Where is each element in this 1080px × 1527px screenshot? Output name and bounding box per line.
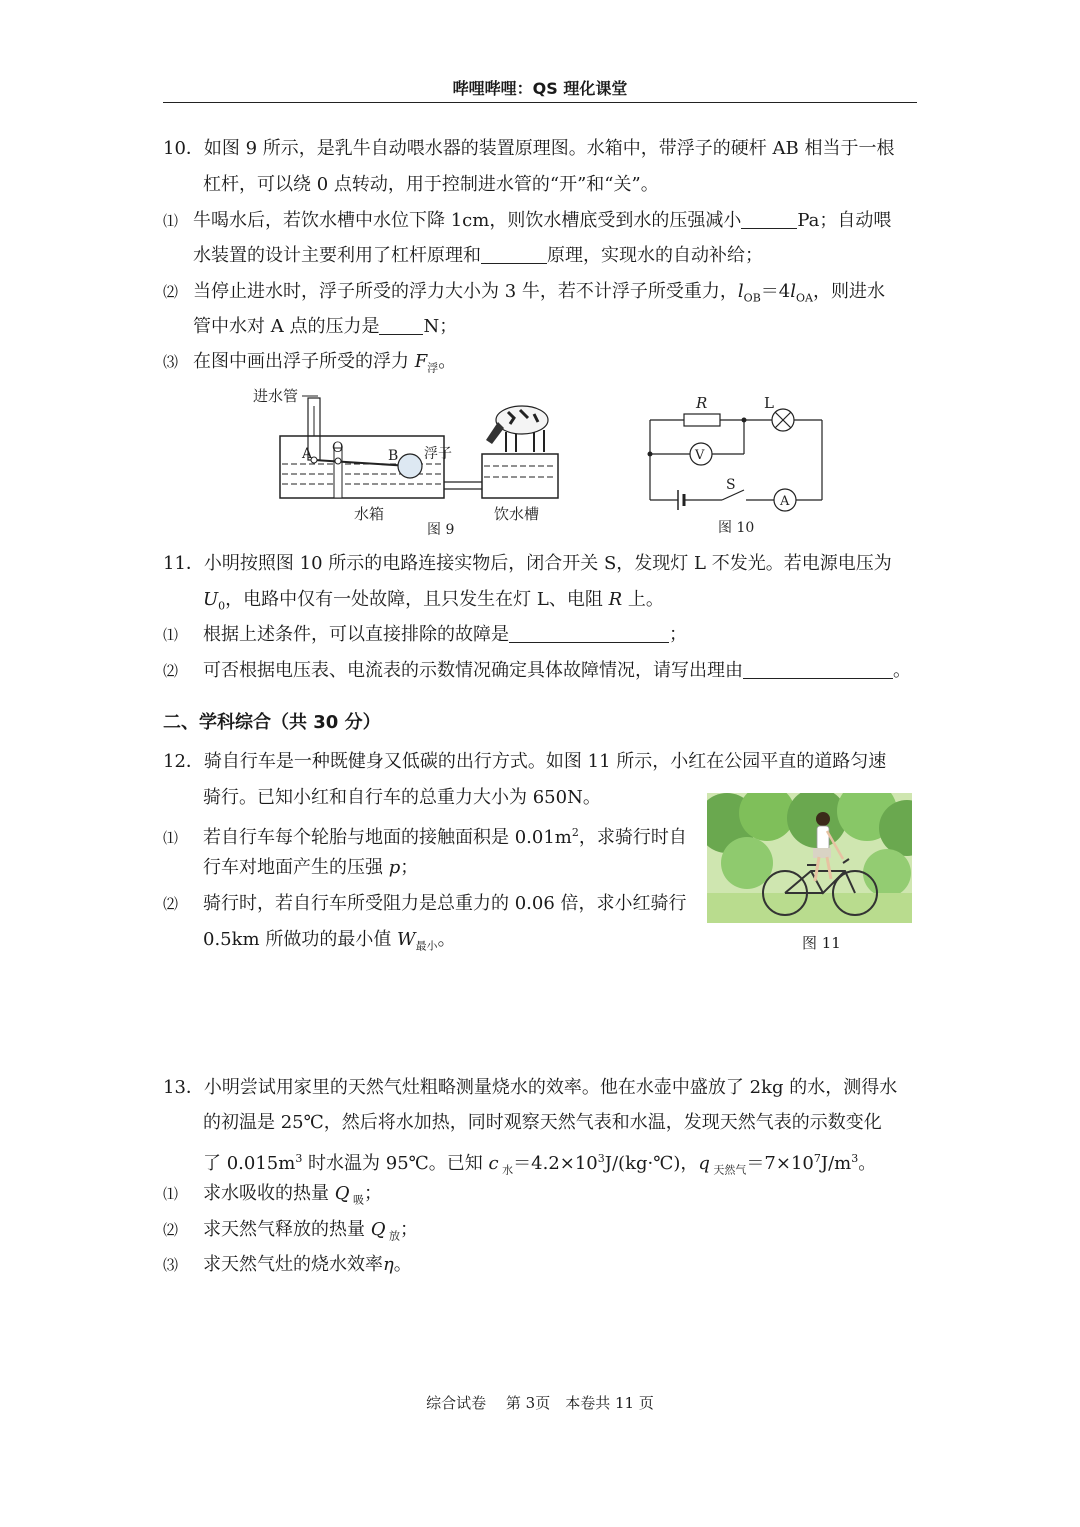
- symbol-l: l: [737, 281, 744, 302]
- figure-10-circuit: [640, 390, 840, 540]
- q13-line-3-d: ＝4.2×10: [513, 1153, 598, 1174]
- q13-line-3-b: 时水温为 95℃。已知: [302, 1153, 489, 1174]
- label-o: O: [332, 440, 344, 456]
- equals: ＝4: [760, 281, 791, 302]
- q13-part-2-text: 求天然气释放的热量: [203, 1219, 371, 1240]
- q12-part-2-cont: [203, 928, 456, 959]
- superscript: 3: [597, 1152, 605, 1165]
- q11-part-2: [163, 659, 911, 683]
- section-2-heading: 二、学科综合（共 30 分）: [163, 712, 381, 733]
- q10-line-2: 杠杆，可以绕 0 点转动，用于控制进水管的“开”和“关”。: [203, 174, 659, 195]
- q10-part-2-text-b: ，则进水: [812, 281, 885, 302]
- semicolon: ；: [400, 857, 419, 878]
- q10-part-1-text-d: 原理，实现水的自动补给；: [547, 245, 763, 266]
- superscript-2: 2: [571, 826, 579, 839]
- q13-line-2: 的初温是 25℃，然后将水加热，同时观察天然气表和水温，发现天然气表的示数变化: [203, 1112, 882, 1133]
- tank-label: 水箱: [354, 505, 385, 523]
- q12-part-1-text: 若自行车每个轮胎与地面的接触面积是 0.01m: [203, 827, 572, 848]
- figure-11-caption: 图 11: [802, 934, 841, 952]
- figure-9-diagram: [250, 382, 570, 542]
- q12-part-1-cont: [203, 856, 418, 880]
- answer-blank[interactable]: [379, 316, 423, 335]
- part-number: ⑴: [163, 212, 179, 230]
- q12-part-2-text-b: 0.5km 所做功的最小值: [203, 929, 398, 950]
- q13-part-1: [163, 1182, 382, 1213]
- q13-line-3-f: ＝7×10: [746, 1153, 814, 1174]
- symbol-eta: η: [383, 1254, 394, 1275]
- q12-part-2-text: 骑行时，若自行车所受阻力是总重力的 0.06 倍，求小红骑行: [203, 893, 687, 914]
- semicolon: ；: [400, 1219, 418, 1240]
- page-header: 哔哩哔哩：QS 理化课堂: [163, 76, 917, 103]
- symbol-c: c: [488, 1153, 499, 1174]
- q10-part-3-text: 在图中画出浮子所受的浮力: [193, 351, 415, 372]
- superscript: 3: [295, 1152, 303, 1165]
- q13-line-3-g: J/m: [820, 1153, 852, 1174]
- trough-water: [484, 466, 556, 477]
- part-number: ⑴: [163, 626, 179, 644]
- label-b: B: [388, 448, 399, 464]
- semicolon: ；: [669, 624, 687, 645]
- part-number: ⑵: [163, 1221, 179, 1239]
- q11-line-2-end: 上。: [622, 589, 664, 610]
- label-r: R: [696, 394, 708, 412]
- q13-part-2: [163, 1218, 418, 1249]
- q12-line-2: 骑行。已知小红和自行车的总重力大小为 650N。: [203, 787, 601, 808]
- page-footer: 综合试卷 第 3页 本卷共 11 页: [426, 1394, 654, 1412]
- q10-part-1-text-c: 水装置的设计主要利用了杠杆原理和: [193, 245, 481, 266]
- q13-line-1: 13．小明尝试用家里的天然气灶粗略测量烧水的效率。他在水壶中盛放了 2kg 的水，测得水: [163, 1077, 898, 1098]
- part-number: ⑶: [163, 1256, 179, 1274]
- q10-part-2-cont: [193, 315, 457, 339]
- symbol-r: R: [608, 589, 623, 610]
- label-a: A: [302, 446, 313, 462]
- symbol-q: Q: [370, 1219, 386, 1240]
- q11-line-2: [203, 588, 664, 619]
- q10-part-2: [163, 280, 885, 311]
- q11-part-2-text: 可否根据电压表、电流表的示数情况确定具体故障情况，请写出理由: [203, 660, 743, 681]
- q12-part-1: [163, 821, 687, 850]
- q10-part-2-text-d: N；: [423, 316, 458, 337]
- superscript: 3: [851, 1152, 859, 1165]
- symbol-q: Q: [334, 1183, 350, 1204]
- float-ball: [398, 454, 422, 478]
- answer-blank[interactable]: [509, 624, 669, 643]
- q10-line-1: 10．如图 9 所示，是乳牛自动喂水器的装置原理图。水箱中，带浮子的硬杆 AB 相当于一根: [163, 138, 895, 159]
- junction-node: [742, 418, 747, 423]
- q10-part-1-text-b: Pa；自动喂: [797, 210, 892, 231]
- pipe-label: 进水管: [253, 387, 299, 405]
- q13-part-1-text: 求水吸收的热量: [203, 1183, 335, 1204]
- float-label: 浮子: [424, 446, 452, 462]
- period: 。: [438, 351, 457, 372]
- q12-part-1-text-c: 行车对地面产生的压强: [203, 857, 389, 878]
- period: 。: [393, 1254, 412, 1275]
- figure-9-caption: 图 9: [427, 522, 455, 538]
- subscript-release: 放: [385, 1229, 400, 1243]
- part-number: ⑵: [163, 283, 179, 301]
- label-l: L: [764, 394, 774, 412]
- symbol-w: W: [397, 929, 416, 950]
- answer-blank[interactable]: [743, 660, 893, 679]
- subscript-absorb: 吸: [349, 1193, 364, 1207]
- figure-10-caption: 图 10: [718, 520, 755, 536]
- q10-part-1-cont: [193, 244, 763, 268]
- part-number: ⑶: [163, 353, 179, 371]
- q11-part-1: [163, 623, 687, 647]
- q10-part-3: [163, 350, 456, 381]
- part-number: ⑵: [163, 662, 179, 680]
- part-number: ⑴: [163, 1185, 179, 1203]
- q13-line-3: [203, 1147, 876, 1183]
- answer-blank[interactable]: [741, 210, 797, 229]
- q13-line-3-a: 了 0.015m: [203, 1153, 296, 1174]
- cow-icon: [486, 406, 548, 452]
- symbol-l: l: [790, 281, 796, 302]
- subscript-0: 0: [218, 599, 226, 613]
- q12-line-1: 12．骑自行车是一种既健身又低碳的出行方式。如图 11 所示，小红在公园平直的道路匀速: [163, 751, 887, 772]
- q13-part-3: [163, 1253, 412, 1277]
- period: 。: [893, 660, 911, 681]
- subscript-min: 最小: [415, 939, 438, 953]
- q12-part-1-text-b: ，求骑行时自: [578, 827, 687, 848]
- q13-line-3-e: J/(kg·℃)，: [604, 1153, 699, 1174]
- drinking-trough: [482, 454, 558, 498]
- superscript: 7: [813, 1152, 821, 1165]
- symbol-q: q: [698, 1153, 710, 1174]
- subscript-ob: OB: [743, 291, 761, 305]
- resistor-r: [684, 414, 720, 426]
- subscript-oa: OA: [796, 291, 813, 305]
- q10-part-1: [163, 209, 891, 233]
- semicolon: ；: [364, 1183, 382, 1204]
- trough-label: 饮水槽: [494, 505, 540, 523]
- period: 。: [437, 929, 456, 950]
- q11-line-2-text: ，电路中仅有一处故障，且只发生在灯 L、电阻: [225, 589, 609, 610]
- q11-part-1-text: 根据上述条件，可以直接排除的故障是: [203, 624, 509, 645]
- q10-part-2-text-c: 管中水对 A 点的压力是: [193, 316, 380, 337]
- q11-line-1: 11．小明按照图 10 所示的电路连接实物后，闭合开关 S，发现灯 L 不发光。若电源电压为: [163, 553, 892, 574]
- figure-11-photo: [707, 793, 912, 923]
- label-s: S: [726, 477, 736, 493]
- part-number: ⑴: [163, 829, 179, 847]
- voltmeter-label: V: [695, 448, 705, 463]
- subscript-float: 浮: [427, 361, 439, 375]
- ground: [707, 893, 912, 923]
- subscript-gas: 天然气: [709, 1163, 747, 1177]
- symbol-f: F: [414, 351, 428, 372]
- answer-blank[interactable]: [481, 245, 547, 264]
- q10-part-2-text: 当停止进水时，浮子所受的浮力大小为 3 牛，若不计浮子所受重力，: [193, 281, 738, 302]
- period: 。: [858, 1153, 877, 1174]
- q12-part-2: [163, 892, 687, 916]
- symbol-p: p: [388, 857, 401, 878]
- q10-part-1-text: 牛喝水后，若饮水槽中水位下降 1cm，则饮水槽底受到水的压强减小: [193, 210, 742, 231]
- symbol-u: U: [203, 589, 219, 610]
- part-number: ⑵: [163, 895, 179, 913]
- q13-part-3-text: 求天然气灶的烧水效率: [203, 1254, 383, 1275]
- subscript-water: 水: [498, 1163, 514, 1177]
- point-o: [335, 458, 341, 464]
- ammeter-label: A: [780, 494, 790, 509]
